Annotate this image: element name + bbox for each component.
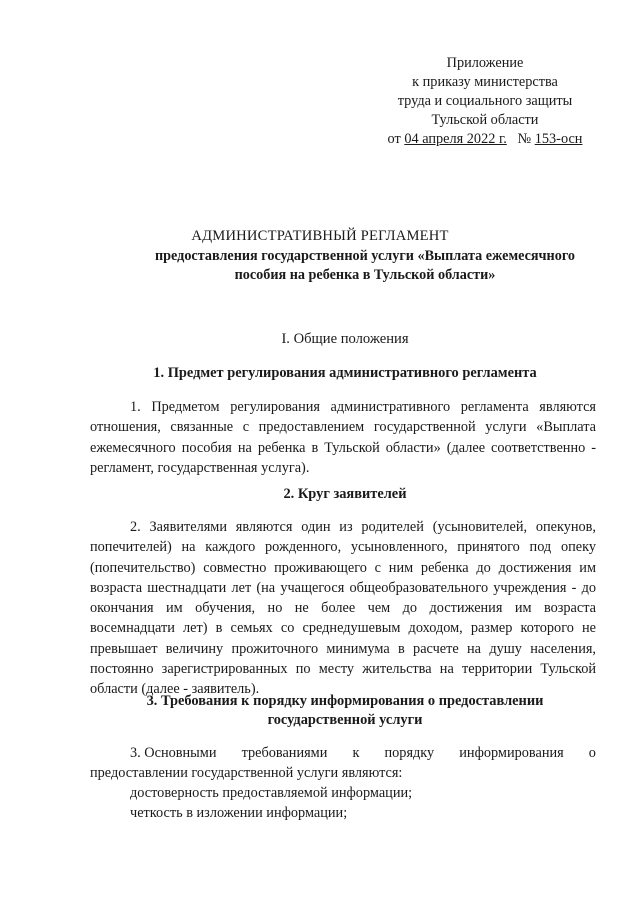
appendix-date-prefix: от xyxy=(387,131,405,147)
paragraph-3-word: информирования xyxy=(459,745,564,761)
heading-3-line-1: 3. Требования к порядку информирования о предоставлении xyxy=(146,693,544,709)
paragraph-3-word: 3. Основными xyxy=(130,745,217,761)
paragraph-3-line-1 xyxy=(90,743,596,763)
appendix-line-1: Приложение xyxy=(446,55,524,71)
paragraph-1-text: 1. Предметом регулирования административного регламента являются отношения, связанные с предоставлением государственной услуги «Выплата ежемесячного пособия на ребенка в Тульской области» (далее соответственно - регламент, государственная услуга). xyxy=(90,399,596,476)
appendix-block xyxy=(360,54,610,149)
heading-3-line-2: государственной услуги xyxy=(267,712,423,728)
regulation-subtitle xyxy=(130,247,600,285)
paragraph-3-word: о xyxy=(588,745,596,761)
list-item-1: достоверность предоставляемой информации; xyxy=(130,785,413,801)
appendix-line-4: Тульской области xyxy=(431,112,539,128)
list-item-2: четкость в изложении информации; xyxy=(130,805,348,821)
paragraph-3-line-2: предоставлении государственной услуги являются: xyxy=(90,765,403,781)
paragraph-3-word: требованиями xyxy=(241,745,328,761)
paragraph-1 xyxy=(90,397,596,478)
section-title: I. Общие положения xyxy=(281,331,409,347)
appendix-date: 04 апреля 2022 г. xyxy=(404,131,507,147)
appendix-date-line xyxy=(360,130,610,149)
heading-3 xyxy=(90,692,600,730)
appendix-line-2: к приказу министерства xyxy=(412,74,558,90)
heading-1: 1. Предмет регулирования административного регламента xyxy=(153,365,537,381)
paragraph-2-text: 2. Заявителями являются один из родителей (усыновителей, опекунов, попечителей) на каждого рожденного, усыновленного, принятого под опеку (попечительство) совместно проживающего с ним ребенка до достижения им возраста шестнадцати лет (на учащегося общеобразовательного учреждения - до окончания им обучения, но не более чем до достижения им возраста восемнадцати лет) в семьях со среднедушевым доходом, размер которого не превышает величину прожиточного минимума в расчете на душу населения, постоянно зарегистрированных по месту жительства на территории Тульской области (далее - заявитель). xyxy=(90,519,596,698)
appendix-number-prefix: № xyxy=(517,131,535,147)
regulation-subtitle-line-1: предоставления государственной услуги «Выплата ежемесячного xyxy=(154,248,576,264)
paragraph-3-word: порядку xyxy=(384,745,435,761)
paragraph-2 xyxy=(90,517,596,700)
appendix-line-3: труда и социального защиты xyxy=(397,93,573,109)
regulation-title: АДМИНИСТРАТИВНЫЙ РЕГЛАМЕНТ xyxy=(191,228,449,244)
heading-2: 2. Круг заявителей xyxy=(283,486,407,502)
appendix-number: 153-осн xyxy=(534,131,583,147)
paragraph-3-word: к xyxy=(352,745,360,761)
regulation-subtitle-line-2: пособия на ребенка в Тульской области» xyxy=(234,267,496,283)
